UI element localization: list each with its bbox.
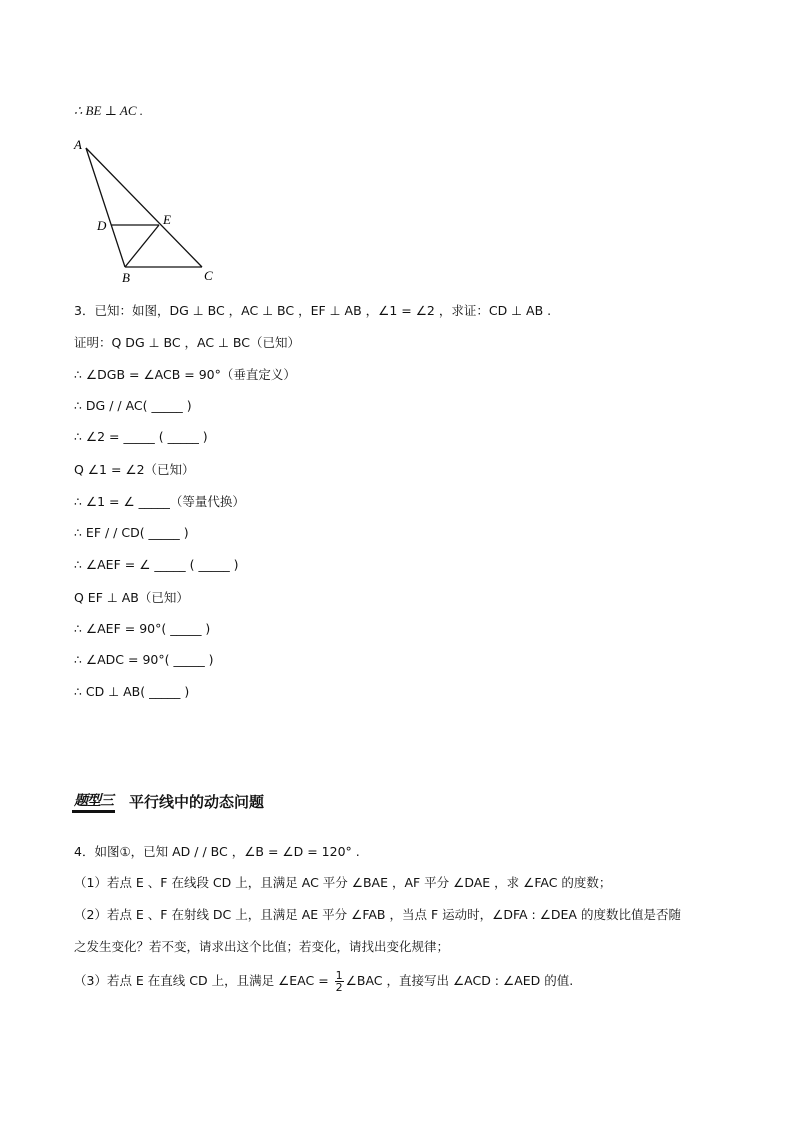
proof-line-8: ∴ ∠AEF = ∠ _____ ( _____ ) <box>74 557 239 572</box>
proof-line-10: ∴ ∠AEF = 90°( _____ ) <box>74 621 211 636</box>
problem3-statement: 3．已知：如图，DG ⊥ BC ，AC ⊥ BC ，EF ⊥ AB ，∠1 = ∠2 ，求证：CD ⊥ AB . <box>74 303 552 318</box>
fraction-denominator: 2 <box>335 981 343 994</box>
part3-suffix: ∠BAC ，直接写出 ∠ACD : ∠AED 的值. <box>345 973 574 988</box>
part3-prefix: （3）若点 E 在直线 CD 上，且满足 ∠EAC = <box>74 973 333 988</box>
problem4-part2-line1: （2）若点 E 、F 在射线 DC 上，且满足 AE 平分 ∠FAB ，当点 F 运动时，∠DFA : ∠DEA 的度数比值是否随 <box>74 907 681 922</box>
triangle-figure <box>70 135 230 285</box>
proof-line-5: Q ∠1 = ∠2（已知） <box>74 462 195 477</box>
proof-line-4: ∴ ∠2 = _____ ( _____ ) <box>74 429 208 444</box>
section-title: 平行线中的动态问题 <box>129 793 265 811</box>
problem4-part2-line2: 之发生变化？若不变，请求出这个比值；若变化，请找出变化规律； <box>74 939 450 954</box>
problem4-intro: 4．如图①，已知 AD / / BC ，∠B = ∠D = 120° . <box>74 844 360 859</box>
proof-line-7: ∴ EF / / CD( _____ ) <box>74 525 189 540</box>
proof-line-6: ∴ ∠1 = ∠ _____（等量代换） <box>74 494 245 509</box>
label-c: C <box>204 268 213 283</box>
segment-be <box>125 225 159 267</box>
label-d: D <box>97 218 107 233</box>
proof-line-3: ∴ DG / / AC( _____ ) <box>74 398 192 413</box>
proof-line-1: 证明：Q DG ⊥ BC ，AC ⊥ BC（已知） <box>74 335 300 350</box>
problem4-part1: （1）若点 E 、F 在线段 CD 上，且满足 AC 平分 ∠BAE ，AF 平分 ∠DAE ，求 ∠FAC 的度数； <box>74 875 612 890</box>
section-badge: 题型三 <box>72 790 115 813</box>
proof-line-2: ∴ ∠DGB = ∠ACB = 90°（垂直定义） <box>74 367 296 382</box>
proof-line-9: Q EF ⊥ AB（已知） <box>74 590 189 605</box>
segment-ab <box>86 148 125 267</box>
segment-ac <box>86 148 202 267</box>
label-b: B <box>122 270 130 285</box>
label-a: A <box>74 137 82 152</box>
proof-line-12: ∴ CD ⊥ AB( _____ ) <box>74 684 190 699</box>
label-e: E <box>163 212 171 227</box>
fraction-numerator: 1 <box>335 969 343 982</box>
section-header <box>72 790 264 813</box>
conclusion-line: ∴ BE ⊥ AC . <box>74 103 144 118</box>
fraction-one-half <box>335 970 344 993</box>
problem4-part3 <box>74 970 573 993</box>
proof-line-11: ∴ ∠ADC = 90°( _____ ) <box>74 652 214 667</box>
